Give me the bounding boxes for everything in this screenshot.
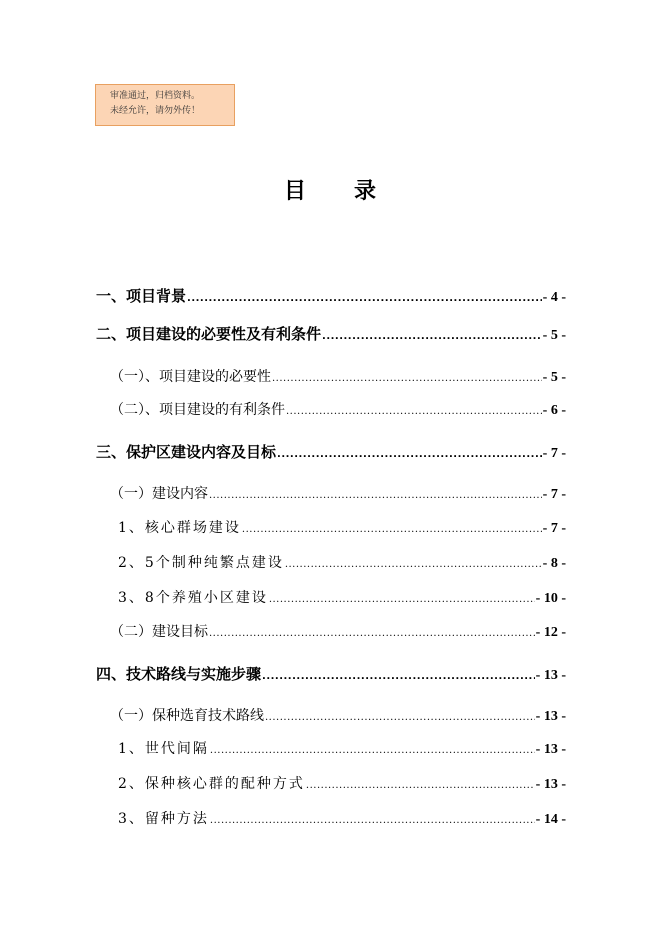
toc-entry-text: （一）建设内容	[110, 486, 208, 502]
toc-leader-dots	[209, 485, 542, 507]
toc-entry-text: （二）、项目建设的有利条件	[110, 402, 285, 418]
toc-leader-dots	[269, 589, 535, 611]
toc-entry[interactable]	[110, 621, 566, 643]
toc-leader-dots	[306, 775, 535, 797]
toc-entry-text: （一）保种选育技术路线	[110, 708, 264, 724]
toc-page-number: - 10 -	[535, 591, 566, 606]
toc-page-number: - 5 -	[542, 370, 566, 385]
toc-leader-dots	[242, 519, 542, 541]
toc-page-number: - 12 -	[535, 625, 566, 640]
stamp-line-2: 未经允许，请勿外传！	[110, 106, 201, 116]
toc-page-number: - 13 -	[535, 777, 566, 792]
toc-entry[interactable]	[110, 483, 566, 505]
toc-entry[interactable]	[118, 808, 566, 830]
toc-page-number: - 13 -	[535, 668, 566, 683]
toc-leader-dots	[286, 401, 542, 423]
toc-leader-dots	[187, 288, 542, 310]
toc-entry[interactable]	[96, 663, 566, 685]
toc-entry-text: 二、项目建设的必要性及有利条件	[96, 325, 322, 343]
toc-entry[interactable]	[110, 705, 566, 727]
toc-leader-dots	[209, 623, 535, 645]
toc-leader-dots	[285, 554, 542, 576]
toc-leader-dots	[262, 666, 535, 688]
toc-page-number: - 14 -	[535, 812, 566, 827]
toc-entry-text: 1、世代间隔	[118, 741, 209, 757]
title-char-1: 目	[283, 179, 308, 204]
watermark-stamp	[95, 84, 235, 126]
toc-entry[interactable]	[110, 399, 566, 421]
toc-page-number: - 8 -	[542, 556, 566, 571]
toc-entry-text: （一）、项目建设的必要性	[110, 369, 271, 385]
toc-page-number: - 4 -	[542, 290, 566, 305]
toc-entry[interactable]	[110, 366, 566, 388]
toc-entry-text: 四、技术路线与实施步骤	[96, 665, 262, 683]
toc-page-number: - 7 -	[542, 521, 566, 536]
toc-page-number: - 7 -	[542, 446, 566, 461]
toc-entry[interactable]	[118, 552, 566, 574]
toc-entry-text: 3、留种方法	[118, 811, 209, 827]
toc-entry-text: 一、项目背景	[96, 287, 187, 305]
toc-entry[interactable]	[118, 773, 566, 795]
toc-leader-dots	[277, 444, 542, 466]
toc-entry-text: 2、保种核心群的配种方式	[118, 776, 305, 792]
toc-page-number: - 13 -	[535, 709, 566, 724]
toc-leader-dots	[272, 368, 542, 390]
toc-entry-text: 三、保护区建设内容及目标	[96, 443, 277, 461]
toc-entry-text: 3、8个养殖小区建设	[118, 590, 268, 606]
toc-entry[interactable]	[96, 441, 566, 463]
toc-entry-text: （二）建设目标	[110, 624, 208, 640]
page-title	[0, 174, 662, 205]
toc-entry[interactable]	[118, 517, 566, 539]
title-char-2: 录	[354, 179, 379, 204]
toc-entry[interactable]	[118, 587, 566, 609]
toc-page-number: - 13 -	[535, 742, 566, 757]
toc-entry[interactable]	[96, 323, 566, 345]
toc-entry-text: 2、5个制种纯繁点建设	[118, 555, 284, 571]
toc-entry[interactable]	[118, 738, 566, 760]
toc-page-number: - 5 -	[542, 328, 566, 343]
toc-leader-dots	[322, 326, 542, 348]
toc-leader-dots	[210, 740, 535, 762]
toc-leader-dots	[210, 810, 535, 832]
toc-entry-text: 1、核心群场建设	[118, 520, 241, 536]
stamp-line-1: 审准通过，归档资料。	[110, 91, 201, 101]
toc-page-number: - 6 -	[542, 403, 566, 418]
toc-leader-dots	[265, 707, 535, 729]
toc-page-number: - 7 -	[542, 487, 566, 502]
toc-entry[interactable]	[96, 285, 566, 307]
